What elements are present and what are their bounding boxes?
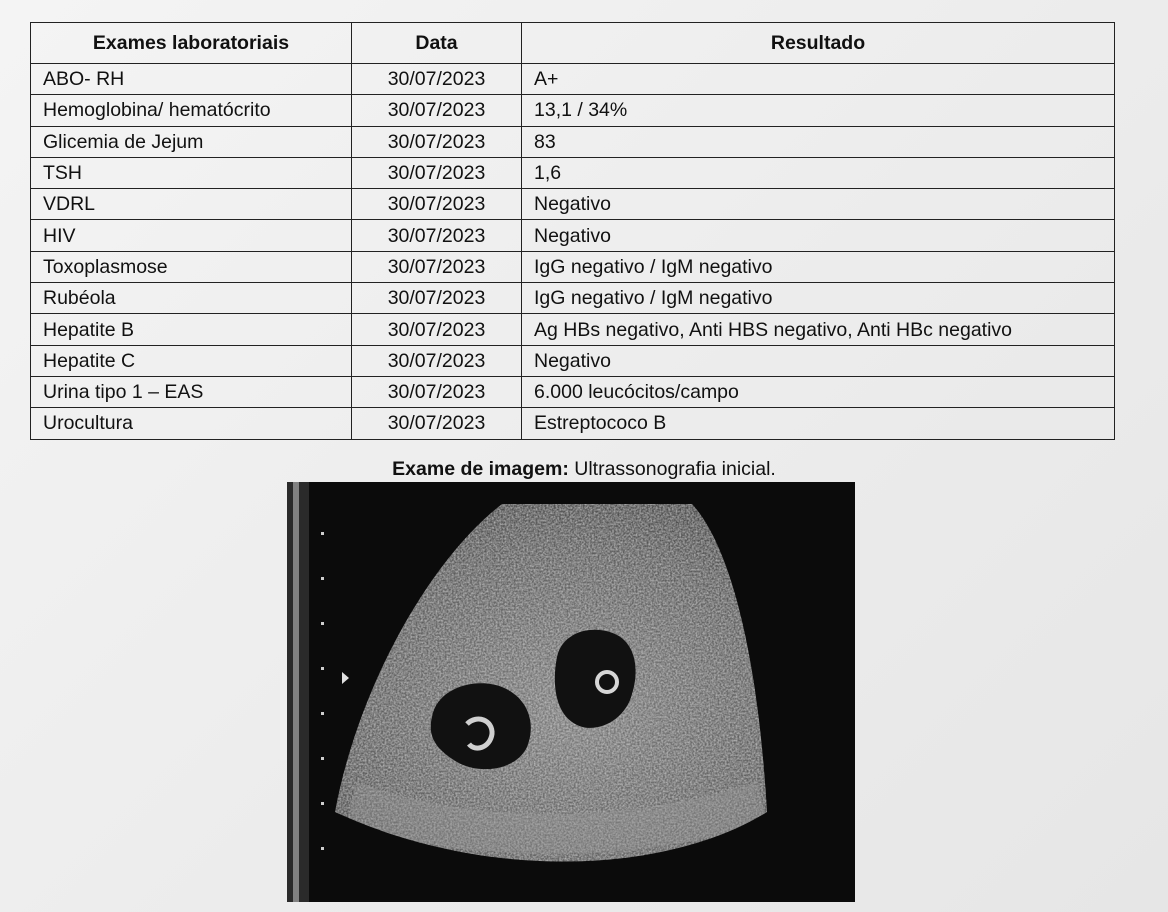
date-cell: 30/07/2023 <box>352 251 522 282</box>
result-cell: Negativo <box>522 220 1115 251</box>
date-cell: 30/07/2023 <box>352 408 522 439</box>
exam-cell: VDRL <box>31 189 352 220</box>
table-body <box>31 64 1115 440</box>
exam-cell: HIV <box>31 220 352 251</box>
date-cell: 30/07/2023 <box>352 64 522 95</box>
header-exam: Exames laboratoriais <box>31 23 352 64</box>
result-cell: Ag HBs negativo, Anti HBS negativo, Anti HBc negativo <box>522 314 1115 345</box>
date-cell: 30/07/2023 <box>352 376 522 407</box>
result-cell: Negativo <box>522 189 1115 220</box>
result-cell: 1,6 <box>522 157 1115 188</box>
date-cell: 30/07/2023 <box>352 126 522 157</box>
date-cell: 30/07/2023 <box>352 283 522 314</box>
caption-label: Exame de imagem: <box>392 458 569 480</box>
result-cell: IgG negativo / IgM negativo <box>522 251 1115 282</box>
table-row <box>31 95 1115 126</box>
date-cell: 30/07/2023 <box>352 314 522 345</box>
table-row <box>31 314 1115 345</box>
exam-cell: ABO- RH <box>31 64 352 95</box>
result-cell: 13,1 / 34% <box>522 95 1115 126</box>
date-cell: 30/07/2023 <box>352 220 522 251</box>
exam-cell: TSH <box>31 157 352 188</box>
table-row <box>31 345 1115 376</box>
table-row <box>31 283 1115 314</box>
date-cell: 30/07/2023 <box>352 189 522 220</box>
lab-results-table <box>30 22 1115 440</box>
caption-text: Ultrassonografia inicial. <box>568 458 776 480</box>
ultrasound-image <box>287 482 855 902</box>
table-row <box>31 376 1115 407</box>
result-cell: 83 <box>522 126 1115 157</box>
exam-cell: Rubéola <box>31 283 352 314</box>
table-row <box>31 251 1115 282</box>
exam-cell: Urocultura <box>31 408 352 439</box>
table-row <box>31 220 1115 251</box>
exam-cell: Glicemia de Jejum <box>31 126 352 157</box>
result-cell: Estreptococo B <box>522 408 1115 439</box>
result-cell: 6.000 leucócitos/campo <box>522 376 1115 407</box>
date-cell: 30/07/2023 <box>352 95 522 126</box>
table-header-row <box>31 23 1115 64</box>
exam-cell: Hepatite C <box>31 345 352 376</box>
header-result: Resultado <box>522 23 1115 64</box>
image-caption <box>0 455 1168 483</box>
table-row <box>31 157 1115 188</box>
date-cell: 30/07/2023 <box>352 345 522 376</box>
exam-cell: Toxoplasmose <box>31 251 352 282</box>
result-cell: IgG negativo / IgM negativo <box>522 283 1115 314</box>
result-cell: A+ <box>522 64 1115 95</box>
ultrasound-graphic <box>287 482 855 902</box>
table-row <box>31 126 1115 157</box>
result-cell: Negativo <box>522 345 1115 376</box>
table-row <box>31 64 1115 95</box>
exam-cell: Hemoglobina/ hematócrito <box>31 95 352 126</box>
exam-cell: Hepatite B <box>31 314 352 345</box>
date-cell: 30/07/2023 <box>352 157 522 188</box>
header-date: Data <box>352 23 522 64</box>
exam-cell: Urina tipo 1 – EAS <box>31 376 352 407</box>
table-row <box>31 189 1115 220</box>
table-row <box>31 408 1115 439</box>
